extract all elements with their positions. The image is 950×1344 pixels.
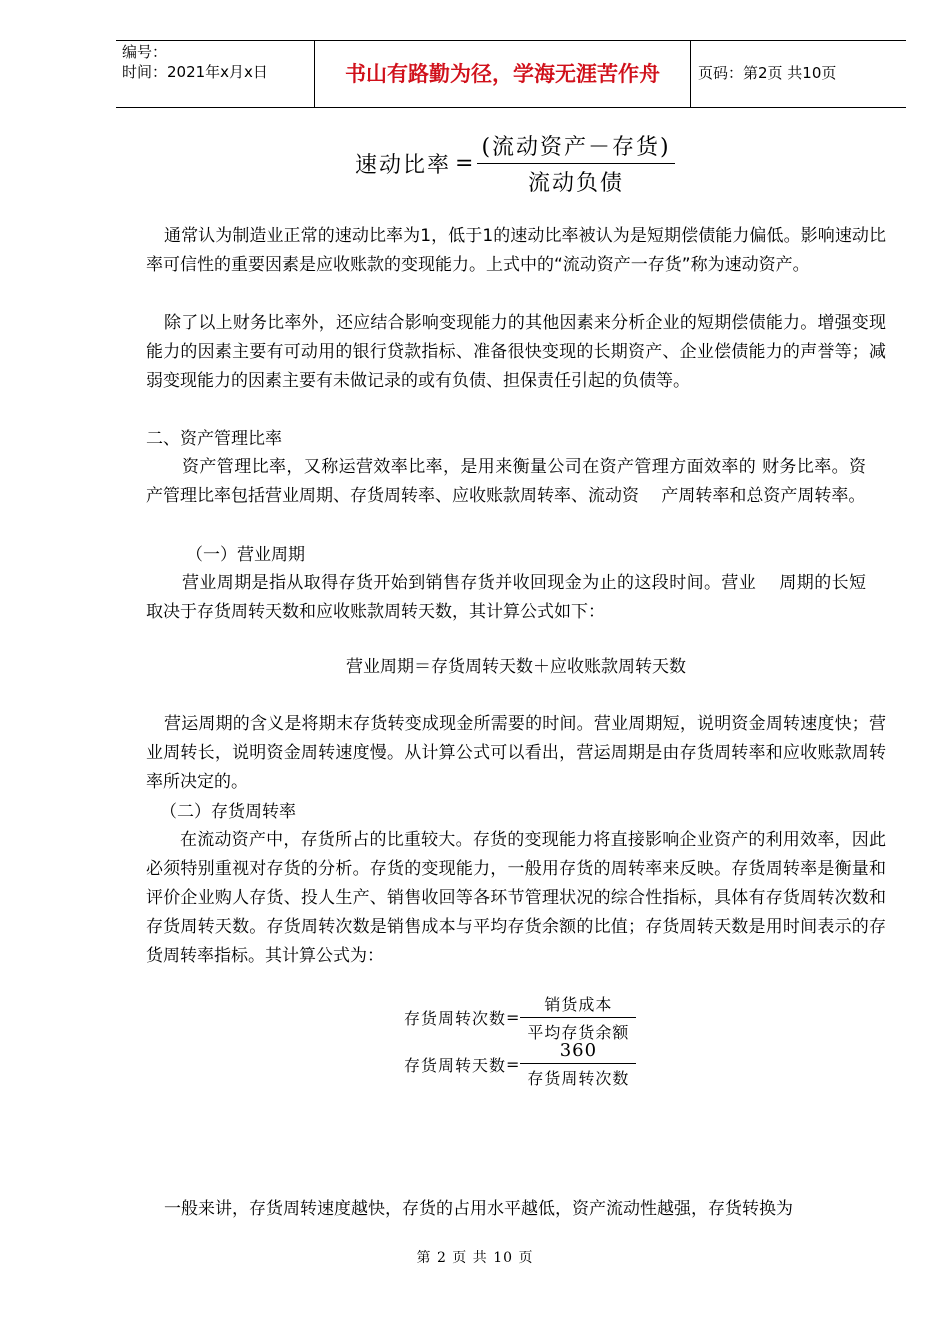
paragraph: 资产管理比率，又称运营效率比率，是用来衡量公司在资产管理方面效率的 财务比率。资产管理比率包括营业周期、存货周转率、应收账款周转率、流动资 产周转率和总资产周转率。 (146, 457, 866, 506)
header-motto: 书山有路勤为径，学海无涯苦作舟 (345, 62, 660, 86)
inventory-turns-formula (404, 992, 636, 1043)
quick-ratio-formula (355, 130, 675, 197)
header-page-number: 页码：第2页 共10页 (698, 64, 837, 82)
formula-fraction (520, 992, 636, 1043)
subsection-heading: （二）存货周转率 (160, 802, 296, 822)
header-time: 时间：2021年x月x日 (122, 63, 268, 81)
header-divider (690, 40, 691, 107)
formula-lhs: 速动比率 (355, 153, 452, 178)
formula-fraction (477, 130, 674, 197)
operating-cycle-formula: 营业周期＝存货周转天数＋应收账款周转天数 (346, 657, 686, 677)
inventory-days-formula (404, 1040, 636, 1089)
header-divider (314, 40, 315, 107)
page-footer: 第 2 页 共 10 页 (416, 1250, 534, 1266)
formula-equals: = (506, 1008, 521, 1027)
formula-equals: = (506, 1055, 521, 1074)
formula-fraction (520, 1040, 636, 1089)
paragraph: 通常认为制造业正常的速动比率为1，低于1的速动比率被认为是短期偿债能力偏低。影响速动比率可信性的重要因素是应收账款的变现能力。上式中的“流动资产一存货”称为速动资产。 (146, 226, 886, 275)
header-meta (122, 42, 268, 82)
formula-lhs: 存货周转次数 (404, 1009, 507, 1028)
paragraph: 除了以上财务比率外，还应结合影响变现能力的其他因素来分析企业的短期偿债能力。增强变现能力的因素主要有可动用的银行贷款指标、准备很快变现的长期资产、企业偿债能力的声誉等；减弱变现能力的因素主要有未做记录的或有负债、担保责任引起的负债等。 (146, 313, 886, 391)
formula-denominator: 流动负债 (528, 171, 625, 196)
header-number: 编号： (122, 43, 168, 61)
formula-numerator: (流动资产－存货) (477, 130, 674, 164)
paragraph: 营运周期的含义是将期末存货转变成现金所需要的时间。营业周期短，说明资金周转速度快；营业周转长，说明资金周转速度慢。从计算公式可以看出，营运周期是由存货周转率和应收账款周转率所决定的。 (146, 714, 886, 792)
paragraph: 营业周期是指从取得存货开始到销售存货并收回现金为止的这段时间。营业 周期的长短取决于存货周转天数和应收账款周转天数，其计算公式如下： (146, 573, 866, 622)
formula-numerator: 360 (520, 1040, 636, 1064)
header-bottom-rule (116, 107, 906, 108)
formula-denominator: 存货周转次数 (527, 1069, 630, 1088)
subsection-heading: （一）营业周期 (186, 545, 305, 565)
formula-numerator: 销货成本 (520, 992, 636, 1018)
paragraph: 在流动资产中，存货所占的比重较大。存货的变现能力将直接影响企业资产的利用效率，因此必须特别重视对存货的分析。存货的变现能力，一般用存货的周转率来反映。存货周转率是衡量和评价企业购人存货、投人生产、销售收回等各环节管理状况的综合性指标，具体有存货周转次数和存货周转天数。存货周转次数是销售成本与平均存货余额的比值；存货周转天数是用时间表示的存货周转率指标。其计算公式为： (146, 830, 886, 966)
section-heading: 二、资产管理比率 (146, 429, 282, 449)
header-top-rule (116, 40, 906, 41)
formula-equals: = (455, 151, 476, 176)
page-header (116, 40, 906, 108)
paragraph: 一般来讲，存货周转速度越快，存货的占用水平越低，资产流动性越强，存货转换为 (164, 1199, 793, 1219)
formula-denominator: 平均存货余额 (527, 1023, 630, 1042)
formula-lhs: 存货周转天数 (404, 1056, 507, 1075)
